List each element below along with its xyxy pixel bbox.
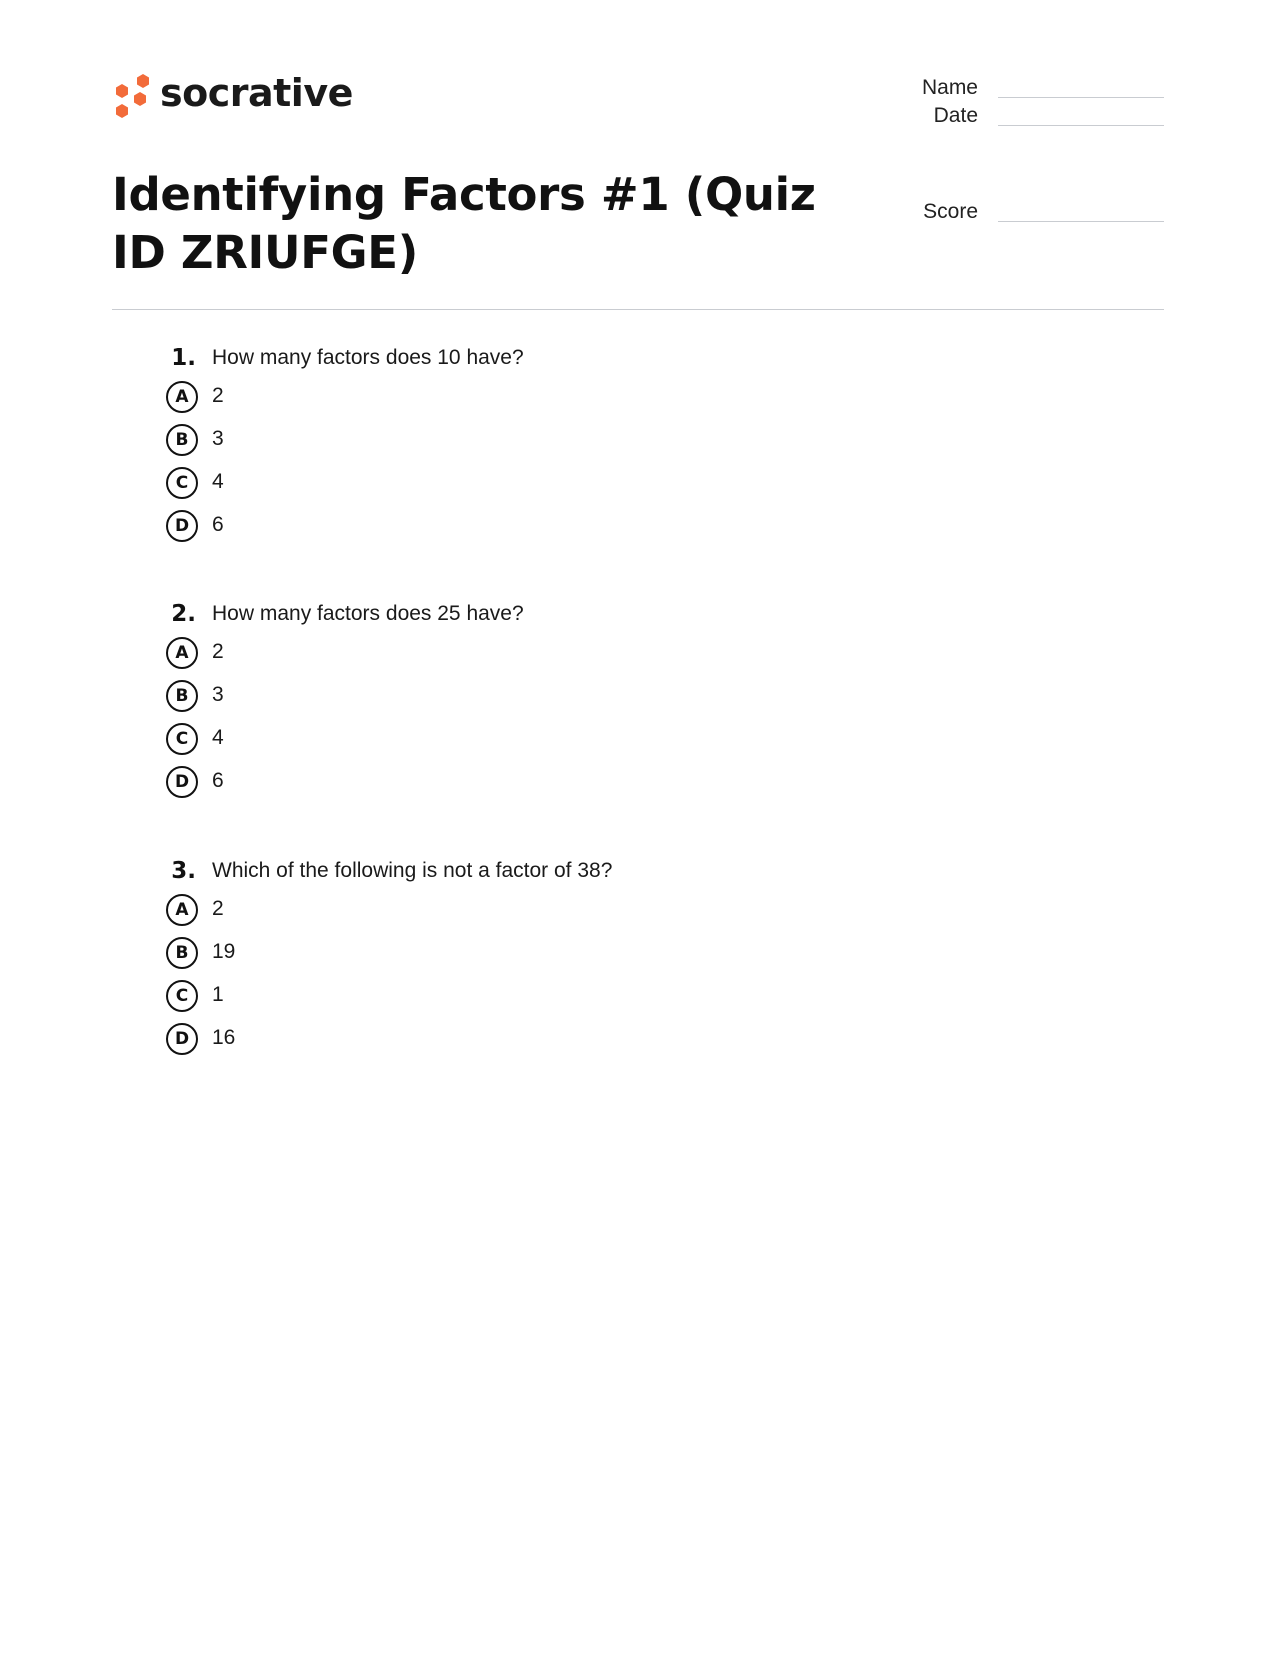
choice-bubble[interactable]: D	[166, 510, 198, 542]
choice-a[interactable]	[160, 892, 1060, 935]
name-line[interactable]	[998, 97, 1164, 98]
choice-text: 6	[212, 513, 224, 536]
score-field	[860, 200, 1164, 230]
score-line[interactable]	[998, 221, 1164, 222]
choice-bubble[interactable]: B	[166, 424, 198, 456]
choice-text: 1	[212, 983, 224, 1006]
page-title: Identifying Factors #1 (Quiz ID ZRIUFGE)	[112, 168, 816, 279]
question-text: Which of the following is not a factor of 38?	[212, 859, 613, 882]
choice-a[interactable]	[160, 379, 1060, 422]
date-label: Date	[933, 104, 978, 127]
choice-bubble[interactable]: C	[166, 980, 198, 1012]
choice-text: 2	[212, 897, 224, 920]
choice-text: 4	[212, 470, 224, 493]
choice-c[interactable]	[160, 721, 1060, 764]
choice-bubble[interactable]: D	[166, 1023, 198, 1055]
question-number: 2.	[171, 601, 196, 627]
question-number: 3.	[171, 858, 196, 884]
choice-c[interactable]	[160, 465, 1060, 508]
date-line[interactable]	[998, 125, 1164, 126]
choice-text: 4	[212, 726, 224, 749]
choice-c[interactable]	[160, 978, 1060, 1021]
choice-d[interactable]	[160, 764, 1060, 807]
choice-b[interactable]	[160, 935, 1060, 978]
choice-text: 3	[212, 683, 224, 706]
choice-bubble[interactable]: C	[166, 723, 198, 755]
choice-bubble[interactable]: B	[166, 680, 198, 712]
choice-bubble[interactable]: A	[166, 637, 198, 669]
choice-d[interactable]	[160, 1021, 1060, 1064]
question-3	[160, 856, 1060, 1064]
choice-bubble[interactable]: D	[166, 766, 198, 798]
question-text: How many factors does 10 have?	[212, 346, 524, 369]
choice-bubble[interactable]: A	[166, 381, 198, 413]
choice-text: 16	[212, 1026, 236, 1049]
choice-b[interactable]	[160, 422, 1060, 465]
name-label: Name	[921, 76, 978, 99]
choice-text: 19	[212, 940, 236, 963]
choice-text: 2	[212, 640, 224, 663]
choice-a[interactable]	[160, 635, 1060, 678]
hexagon-cluster-icon	[112, 72, 152, 124]
choice-text: 2	[212, 384, 224, 407]
choice-text: 3	[212, 427, 224, 450]
choice-bubble[interactable]: B	[166, 937, 198, 969]
header-divider	[112, 309, 1164, 310]
socrative-logo	[112, 72, 352, 124]
choice-bubble[interactable]: A	[166, 894, 198, 926]
choice-text: 6	[212, 769, 224, 792]
date-field	[860, 104, 1164, 134]
name-field	[860, 76, 1164, 106]
question-1	[160, 343, 1060, 551]
choice-d[interactable]	[160, 508, 1060, 551]
choice-b[interactable]	[160, 678, 1060, 721]
question-2	[160, 599, 1060, 807]
logo-wordmark: socrative	[160, 71, 353, 115]
choice-bubble[interactable]: C	[166, 467, 198, 499]
question-number: 1.	[171, 345, 196, 371]
question-text: How many factors does 25 have?	[212, 602, 524, 625]
score-label: Score	[923, 200, 978, 223]
